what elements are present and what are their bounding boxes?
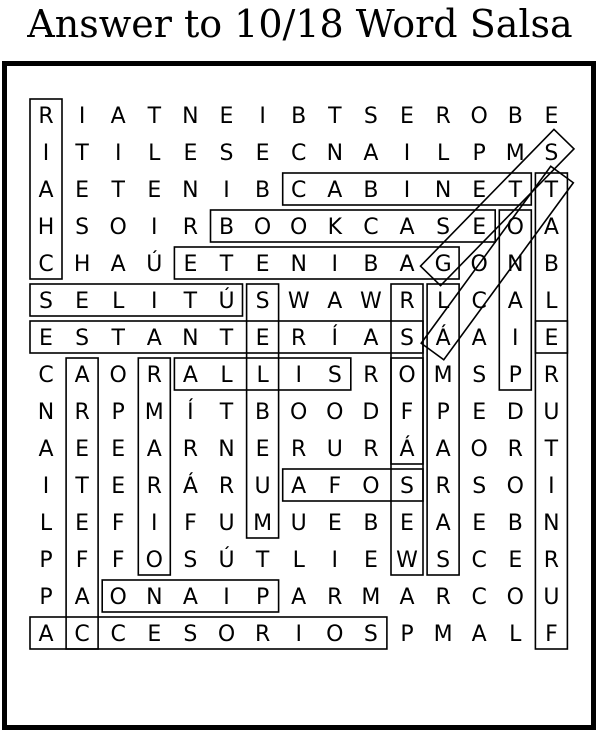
grid-letter: R — [254, 622, 271, 647]
grid-letter: S — [436, 548, 451, 573]
grid-letter: I — [259, 104, 266, 129]
grid-letter: C — [471, 548, 487, 573]
grid-letter: A — [182, 585, 198, 610]
grid-letter: A — [110, 252, 126, 277]
grid-letter: P — [400, 622, 414, 647]
grid-letter: M — [144, 400, 164, 425]
grid-letter: H — [37, 215, 55, 240]
grid-letter: S — [75, 215, 90, 240]
grid-letter: E — [75, 178, 90, 203]
grid-letter: L — [220, 363, 233, 388]
grid-letter: N — [290, 252, 307, 277]
grid-letter: O — [109, 585, 127, 610]
grid-letter: O — [290, 215, 308, 240]
grid-letter: E — [508, 548, 523, 573]
grid-letter: E — [219, 104, 234, 129]
grid-letter: I — [42, 474, 50, 499]
grid-letter: R — [327, 585, 343, 610]
grid-letter: E — [255, 326, 270, 351]
grid-letter: R — [182, 437, 199, 462]
grid-letter: L — [545, 289, 558, 314]
grid-letter: B — [255, 400, 271, 425]
grid-letter: T — [75, 141, 89, 166]
grid-letter: L — [148, 141, 161, 166]
grid-letter: C — [471, 289, 487, 314]
grid-letter: E — [327, 511, 342, 536]
grid-letter: D — [362, 400, 380, 425]
grid-letter: F — [111, 511, 125, 536]
grid-letter: L — [436, 141, 450, 166]
grid-letter: R — [363, 363, 379, 388]
grid-letter: B — [507, 511, 523, 536]
grid-letter: C — [291, 178, 307, 203]
grid-letter: A — [38, 178, 54, 203]
grid-letter: E — [147, 622, 162, 647]
grid-letter: A — [363, 326, 379, 351]
grid-letter: M — [433, 622, 453, 647]
grid-letter: B — [255, 178, 271, 203]
grid-letter: O — [290, 400, 308, 425]
grid-letter: S — [219, 141, 234, 166]
grid-letter: I — [403, 178, 411, 203]
grid-letter: N — [543, 511, 560, 536]
grid-letter: G — [434, 252, 452, 277]
grid-letter: S — [400, 474, 414, 499]
grid-letter: O — [470, 104, 488, 129]
grid-letter: I — [512, 326, 519, 351]
grid-letter: B — [543, 252, 559, 277]
grid-letter: T — [219, 252, 234, 277]
grid-letter: A — [74, 363, 90, 388]
grid-letter: A — [435, 437, 451, 462]
grid-letter: Á — [435, 326, 451, 351]
grid-letter: R — [543, 548, 560, 573]
grid-letter: P — [436, 400, 450, 425]
grid-letter: S — [544, 141, 559, 166]
grid-letter: A — [38, 622, 54, 647]
grid-letter: N — [507, 252, 524, 277]
grid-letter: O — [506, 474, 524, 499]
grid-letter: C — [74, 622, 90, 647]
grid-letter: A — [399, 252, 415, 277]
grid-letter: H — [73, 252, 91, 277]
grid-letter: I — [114, 141, 122, 166]
grid-letter: E — [147, 178, 162, 203]
grid-letter: I — [151, 511, 158, 536]
grid-letter: R — [291, 326, 307, 351]
grid-letter: R — [74, 400, 90, 425]
grid-letter: E — [183, 141, 198, 166]
grid-letter: A — [471, 622, 487, 647]
grid-letter: R — [435, 104, 451, 129]
word-highlight — [30, 284, 243, 316]
grid-letter: S — [363, 104, 378, 129]
grid-letter: L — [436, 289, 450, 314]
grid-letter: A — [182, 363, 198, 388]
grid-letter: E — [75, 511, 90, 536]
grid-letter: S — [472, 474, 487, 499]
grid-letter: N — [146, 585, 163, 610]
grid-letter: L — [39, 511, 53, 536]
grid-letter: R — [435, 474, 451, 499]
grid-letter: A — [363, 141, 379, 166]
grid-letter: N — [37, 400, 55, 425]
grid-letter: F — [400, 400, 414, 425]
grid-letter: Ú — [146, 252, 163, 277]
grid-letter: R — [146, 363, 162, 388]
grid-letter: C — [38, 252, 54, 277]
grid-letter: I — [403, 141, 411, 166]
grid-letter: A — [327, 178, 343, 203]
grid-letter: I — [223, 585, 230, 610]
grid-letter: W — [360, 289, 382, 314]
grid-letter: A — [74, 585, 90, 610]
grid-letter: S — [472, 363, 487, 388]
word-highlight — [138, 358, 170, 575]
grid-letter: T — [219, 400, 234, 425]
grid-letter: B — [363, 178, 379, 203]
grid-letter: U — [326, 437, 343, 462]
grid-letter: S — [363, 622, 378, 647]
grid-letter: B — [363, 252, 379, 277]
grid-letter: P — [472, 141, 486, 166]
grid-letter: N — [182, 104, 199, 129]
grid-letter: L — [292, 548, 305, 573]
grid-letter: A — [507, 289, 523, 314]
grid-letter: I — [331, 252, 339, 277]
grid-letter: O — [253, 215, 272, 240]
grid-letter: R — [399, 289, 415, 314]
grid-letter: E — [472, 511, 487, 536]
grid-letter: E — [255, 437, 270, 462]
grid-letter: S — [400, 326, 414, 351]
grid-letter: T — [544, 437, 559, 462]
grid-letter: N — [326, 141, 344, 166]
grid-letter: T — [544, 178, 559, 203]
grid-letter: L — [509, 622, 522, 647]
grid-letter: T — [219, 326, 234, 351]
grid-letter: U — [290, 511, 307, 536]
grid-letter: F — [328, 474, 342, 499]
grid-letter: P — [255, 585, 270, 610]
grid-letter: R — [507, 437, 523, 462]
grid-letter: I — [151, 289, 158, 314]
grid-letter: O — [326, 400, 344, 425]
grid-letter: E — [472, 215, 487, 240]
grid-letter: L — [112, 289, 125, 314]
grid-letter: R — [543, 363, 560, 388]
grid-letter: S — [255, 289, 270, 314]
grid-letter: E — [255, 141, 270, 166]
grid-letter: P — [39, 548, 53, 573]
grid-letter: O — [326, 622, 344, 647]
grid-letter: S — [183, 622, 198, 647]
grid-letter: N — [434, 178, 452, 203]
grid-letter: T — [147, 104, 162, 129]
grid-letter: P — [111, 400, 125, 425]
grid-letter: O — [506, 585, 524, 610]
grid-letter: R — [146, 474, 162, 499]
grid-letter: E — [75, 437, 90, 462]
grid-letter: F — [545, 622, 558, 647]
grid-letter: C — [291, 141, 307, 166]
grid-letter: K — [327, 215, 343, 240]
grid-letter: A — [38, 437, 54, 462]
grid-letter: Í — [331, 326, 339, 351]
grid-letter: F — [75, 548, 89, 573]
grid-letter: O — [109, 215, 127, 240]
grid-letter: L — [256, 363, 269, 388]
grid-letter: I — [78, 104, 86, 129]
grid-letter: N — [218, 437, 235, 462]
grid-letter: A — [327, 289, 343, 314]
grid-letter: I — [548, 474, 555, 499]
grid-letter: E — [363, 548, 378, 573]
grid-letter: S — [39, 289, 53, 314]
grid-letter: O — [362, 474, 380, 499]
grid-letter: A — [291, 585, 307, 610]
grid-letter: Á — [399, 437, 415, 462]
grid-letter: T — [255, 548, 270, 573]
grid-letter: U — [543, 400, 560, 425]
grid-letter: Á — [182, 474, 198, 499]
grid-letter: E — [111, 437, 126, 462]
grid-letter: E — [472, 400, 487, 425]
grid-letter: O — [506, 215, 524, 240]
grid-letter: B — [291, 104, 307, 129]
grid-letter: B — [363, 511, 379, 536]
grid-letter: M — [361, 585, 381, 610]
grid-letter: O — [398, 363, 416, 388]
grid-letter: C — [363, 215, 379, 240]
grid-letter: A — [146, 437, 162, 462]
grid-letter: A — [146, 326, 162, 351]
grid-letter: N — [182, 178, 199, 203]
grid-letter: A — [291, 474, 307, 499]
grid-letter: F — [184, 511, 197, 536]
grid-letter: Ú — [218, 289, 235, 314]
grid-letter: A — [471, 326, 487, 351]
grid-letter: E — [255, 252, 270, 277]
word-highlight — [174, 247, 459, 279]
grid-letter: C — [471, 585, 487, 610]
grid-letter: E — [183, 252, 198, 277]
grid-letter: S — [75, 326, 90, 351]
grid-letter: E — [75, 289, 90, 314]
grid-letter: P — [39, 585, 53, 610]
grid-letter: R — [363, 437, 379, 462]
grid-letter: S — [327, 363, 342, 388]
grid-letter: E — [472, 178, 487, 203]
grid-letter: O — [217, 622, 236, 647]
grid-letter: M — [433, 363, 453, 388]
grid-letter: E — [111, 474, 126, 499]
grid-letter: O — [145, 548, 163, 573]
grid-letter: S — [183, 548, 198, 573]
grid-letter: R — [291, 437, 307, 462]
grid-letter: M — [505, 141, 525, 166]
grid-letter: B — [218, 215, 235, 240]
grid-letter: E — [544, 104, 559, 129]
grid-letter: A — [399, 215, 415, 240]
grid-letter: D — [506, 400, 524, 425]
grid-letter: W — [287, 289, 310, 314]
grid-letter: I — [223, 178, 230, 203]
grid-letter: I — [42, 141, 50, 166]
grid-letter: F — [111, 548, 125, 573]
grid-letter: T — [75, 474, 89, 499]
grid-letter: N — [182, 326, 199, 351]
grid-letter: U — [254, 474, 271, 499]
grid-letter: R — [182, 215, 199, 240]
grid-letter: O — [470, 252, 488, 277]
page-title: Answer to 10/18 Word Salsa — [27, 2, 573, 46]
grid-letter: T — [508, 178, 523, 203]
grid-letter: I — [331, 548, 339, 573]
grid-letter: U — [218, 511, 235, 536]
grid-letter: T — [111, 178, 125, 203]
grid-letter: Ú — [218, 548, 235, 573]
grid-letter: R — [38, 104, 54, 129]
grid-letter: A — [110, 104, 126, 129]
grid-letter: R — [435, 585, 451, 610]
grid-letter: A — [399, 585, 415, 610]
grid-letter: E — [400, 511, 414, 536]
grid-letter: I — [295, 363, 302, 388]
grid-letter: U — [543, 585, 560, 610]
grid-letter: W — [396, 548, 418, 573]
grid-letter: O — [470, 437, 488, 462]
grid-letter: E — [544, 326, 559, 351]
grid-letter: B — [507, 104, 523, 129]
grid-letter: I — [151, 215, 158, 240]
grid-letter: T — [328, 104, 342, 129]
grid-letter: T — [111, 326, 125, 351]
grid-letter: E — [39, 326, 53, 351]
grid-letter: C — [38, 363, 54, 388]
grid-letter: Í — [187, 400, 194, 425]
grid-letter: M — [253, 511, 273, 536]
grid-letter: A — [435, 511, 451, 536]
grid-letter: O — [109, 363, 127, 388]
grid-letter: S — [436, 215, 451, 240]
grid-letter: E — [400, 104, 414, 129]
grid-letter: R — [218, 474, 235, 499]
grid-letter: A — [543, 215, 559, 240]
grid-letter: P — [508, 363, 522, 388]
grid-letter: T — [183, 289, 198, 314]
grid-letter: I — [295, 622, 302, 647]
grid-letter: C — [110, 622, 126, 647]
